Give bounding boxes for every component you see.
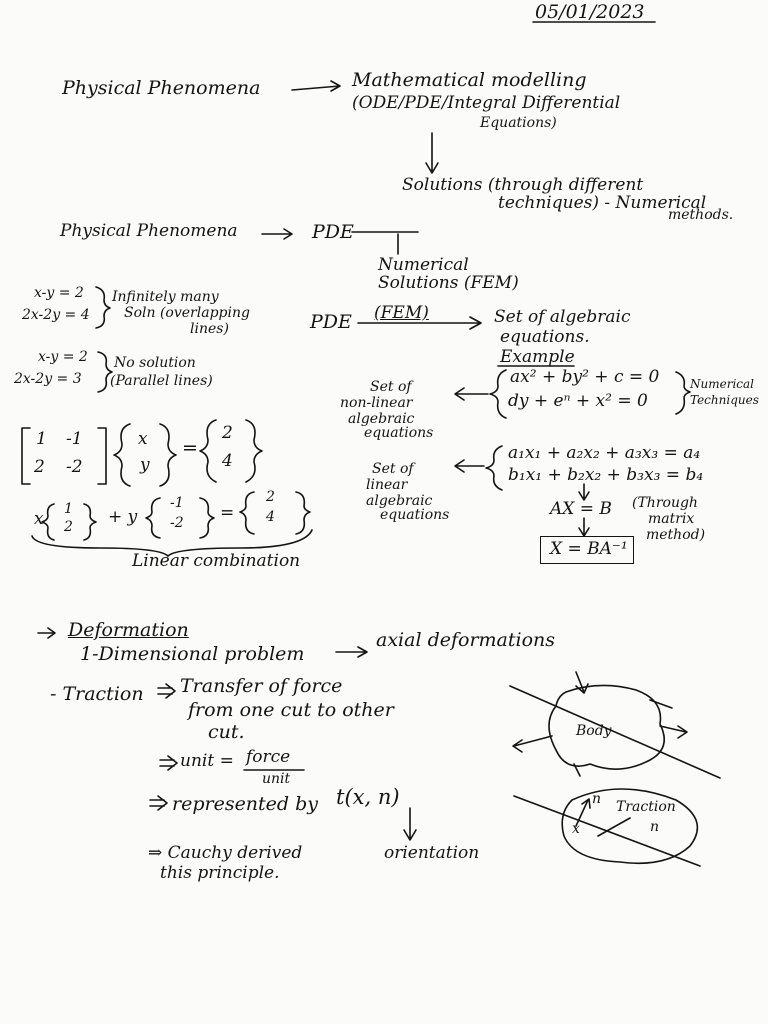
traction-function: t(x, n) [336, 785, 400, 809]
comb-rhs-2: 4 [266, 509, 275, 525]
eq2a: x-y = 2 [38, 349, 88, 365]
through-label: (Through [632, 495, 698, 511]
pde-label: PDE [312, 221, 354, 243]
deformation-heading: Deformation [68, 619, 189, 641]
model-types-label: (ODE/PDE/Integral Differential [352, 93, 621, 113]
numerical-label: Numerical [378, 255, 469, 275]
represented-by-label: represented by [172, 793, 319, 815]
linear-eq-1: a₁x₁ + a₂x₂ + a₃x₃ = a₄ [508, 443, 701, 463]
linear-eq-2: b₁x₁ + b₂x₂ + b₃x₃ = b₄ [508, 465, 704, 485]
ax-equals-b: AX = B [550, 499, 612, 519]
model-types-label-2: Equations) [480, 115, 557, 131]
traction-def-1: Transfer of force [180, 675, 343, 697]
arrow-to-linear [455, 460, 484, 472]
comb-c2-1: -1 [170, 495, 184, 511]
orientation-arrow [404, 808, 416, 840]
arrow-down-axb [579, 484, 589, 500]
page-date: 05/01/2023 [535, 1, 645, 23]
numerical-tech-label-2: Techniques [690, 393, 759, 407]
comb-rhs-1: 2 [266, 489, 275, 505]
nonlinear-eq-2: dy + eⁿ + x² = 0 [508, 391, 648, 411]
pde-branch [352, 232, 418, 254]
comb-c2-2: -2 [170, 515, 184, 531]
brace-1 [96, 287, 110, 328]
matrix-a12: -1 [66, 429, 83, 449]
sketch-n-label-2: n [650, 819, 660, 835]
cauchy-label: ⇒ Cauchy derived [148, 843, 303, 863]
note-infinite-3: lines) [190, 321, 229, 337]
linear-brace [486, 446, 502, 490]
arrow-1d-axial [336, 647, 367, 657]
unit-label: unit = [180, 751, 234, 771]
set-algebraic-label-2: equations. [500, 327, 590, 347]
unit-denominator: unit [262, 771, 291, 787]
unit-force: force [246, 747, 291, 767]
comb-x: x [34, 509, 44, 529]
comb-brace-3 [240, 489, 310, 534]
linear-label-3: algebraic [366, 493, 433, 509]
vector-x: x [138, 429, 148, 449]
matrix-a21: 2 [34, 457, 45, 477]
comb-c1-1: 1 [64, 501, 73, 517]
vector-b1: 2 [222, 423, 233, 443]
body-arrow-left [513, 736, 552, 752]
traction-sketch-label: Traction [616, 799, 676, 815]
nonlinear-label-1: Set of [370, 379, 412, 395]
matrix-bracket-right [98, 428, 106, 484]
nonlinear-label-4: equations [364, 425, 434, 441]
matrix-a11: 1 [36, 429, 47, 449]
eq1a: x-y = 2 [34, 285, 84, 301]
numerical-brace [676, 372, 690, 414]
axial-deformations-label: axial deformations [376, 629, 556, 651]
note-parallel: (Parallel lines) [110, 373, 213, 389]
through-label-3: method) [646, 527, 706, 543]
solutions-label: Solutions (through different [402, 175, 644, 195]
vector-b2: 4 [222, 451, 233, 471]
matrix-bracket-left [22, 428, 30, 484]
eq1b: 2x-2y = 4 [22, 307, 90, 323]
pde-label-2: PDE [310, 311, 352, 333]
linear-label-1: Set of [372, 461, 414, 477]
linear-combination-label: Linear combination [132, 551, 301, 571]
body-cut-line [510, 686, 720, 778]
linear-label-4: equations [380, 507, 450, 523]
body-arrow-topright [650, 700, 672, 708]
fem-label: (FEM) [374, 303, 429, 323]
solutions-label-3: methods. [668, 207, 734, 223]
numerical-tech-label: Numerical [690, 377, 754, 391]
comb-c1-2: 2 [64, 519, 73, 535]
arrow-phys-pde [262, 229, 292, 239]
orientation-label: orientation [384, 843, 480, 863]
through-label-2: matrix [648, 511, 695, 527]
one-d-problem-label: 1-Dimensional problem [80, 643, 305, 665]
linear-label-2: linear [366, 477, 408, 493]
traction-label: - Traction [50, 683, 144, 705]
physical-phenomena-label-2: Physical Phenomena [60, 221, 238, 241]
traction-def-3: cut. [208, 721, 245, 743]
matrix-a22: -2 [66, 457, 83, 477]
traction-def-2: from one cut to other [188, 699, 394, 721]
sketch-n-label: n [592, 791, 602, 807]
traction-implies [158, 684, 175, 698]
solution-formula: X = BA⁻¹ [550, 539, 628, 559]
deform-arrow-heading [38, 628, 55, 638]
repr-implies [150, 796, 167, 810]
eq2b: 2x-2y = 3 [14, 371, 82, 387]
nonlinear-eq-1: ax² + by² + c = 0 [510, 367, 660, 387]
comb-plus-y: + y [108, 507, 138, 527]
arrow-down-solution [579, 518, 589, 536]
matrix-equals: = [182, 437, 198, 459]
physical-phenomena-label: Physical Phenomena [62, 77, 261, 99]
note-no-solution: No solution [114, 355, 196, 371]
nonlinear-label-3: algebraic [348, 411, 415, 427]
note-infinite-2: Soln (overlapping [124, 305, 250, 321]
note-infinite: Infinitely many [112, 289, 219, 305]
body-arrow-top [576, 672, 588, 693]
solutions-label-2: techniques) - Numerical [498, 193, 707, 213]
arrow-to-nonlinear [455, 388, 488, 400]
vector-y: y [140, 455, 150, 475]
set-algebraic-label: Set of algebraic [494, 307, 631, 327]
comb-equals: = [220, 503, 235, 523]
nonlinear-brace [490, 370, 506, 418]
arrow-phys-math [292, 81, 340, 91]
example-label: Example [500, 347, 575, 367]
unit-implies [160, 756, 177, 770]
nonlinear-label-2: non-linear [340, 395, 413, 411]
math-model-label: Mathematical modelling [352, 69, 587, 91]
sketch-x-label: x [572, 821, 580, 837]
arrow-down-solutions [426, 133, 438, 173]
fem-solutions-label: Solutions (FEM) [378, 273, 519, 293]
body-label: Body [576, 723, 612, 739]
cauchy-label-2: this principle. [160, 863, 280, 883]
